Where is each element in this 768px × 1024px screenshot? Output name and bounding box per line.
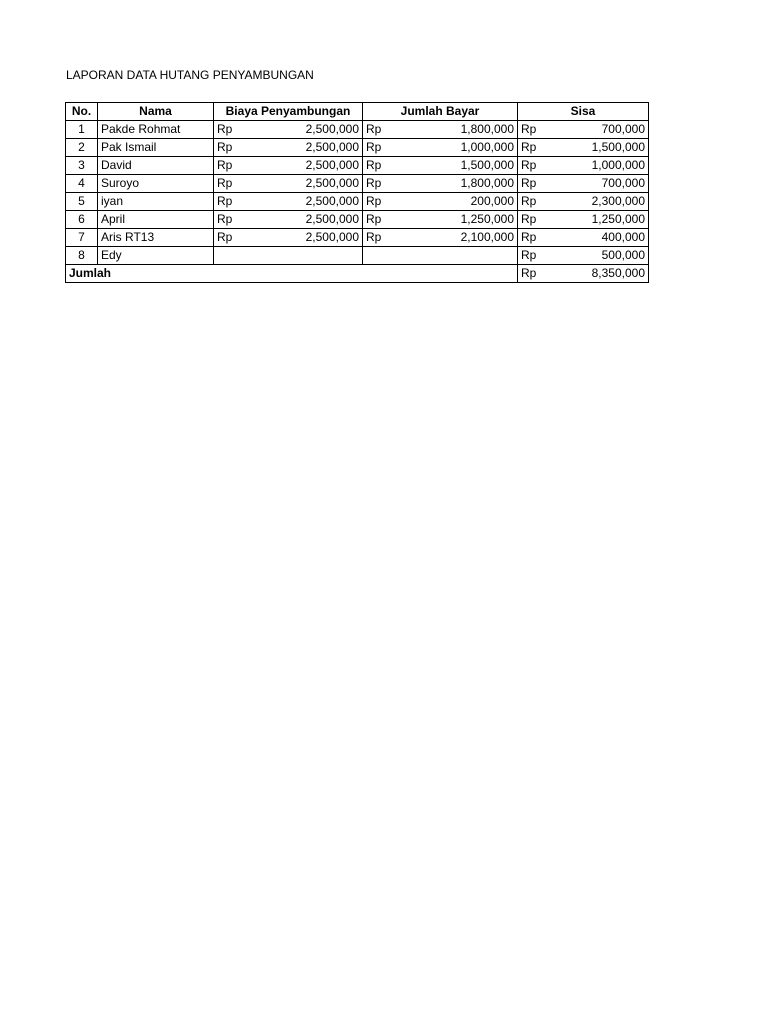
row-biaya-cell <box>214 121 363 139</box>
currency-label: Rp <box>217 122 233 136</box>
row-biaya-cell <box>214 139 363 157</box>
total-label: Jumlah <box>66 265 518 283</box>
table-row <box>66 211 649 229</box>
row-nama: David <box>98 157 214 175</box>
row-biaya-cell <box>214 157 363 175</box>
table-row <box>66 193 649 211</box>
row-no: 2 <box>66 139 98 157</box>
currency-label: Rp <box>217 176 233 190</box>
currency-label: Rp <box>521 176 537 190</box>
row-bayar-cell <box>363 175 518 193</box>
currency-label: Rp <box>366 140 382 154</box>
row-sisa-cell <box>518 211 649 229</box>
currency-label: Rp <box>521 266 537 280</box>
debt-table <box>65 102 649 283</box>
row-bayar-cell <box>363 247 518 265</box>
row-sisa-cell <box>518 247 649 265</box>
row-nama: Pak Ismail <box>98 139 214 157</box>
row-no: 4 <box>66 175 98 193</box>
row-biaya-value: 2,500,000 <box>305 140 359 154</box>
header-bayar: Jumlah Bayar <box>363 103 518 121</box>
row-biaya-cell <box>214 193 363 211</box>
row-biaya-cell <box>214 211 363 229</box>
row-sisa-cell <box>518 193 649 211</box>
row-sisa-value: 700,000 <box>601 176 645 190</box>
currency-label: Rp <box>366 194 382 208</box>
currency-label: Rp <box>366 212 382 226</box>
row-nama: Pakde Rohmat <box>98 121 214 139</box>
row-biaya-value: 2,500,000 <box>305 194 359 208</box>
row-sisa-value: 400,000 <box>601 230 645 244</box>
table-body <box>66 121 649 265</box>
currency-label: Rp <box>217 230 233 244</box>
row-no: 6 <box>66 211 98 229</box>
row-bayar-cell <box>363 139 518 157</box>
currency-label: Rp <box>217 158 233 172</box>
row-biaya-value: 2,500,000 <box>305 230 359 244</box>
table-row <box>66 175 649 193</box>
row-no: 8 <box>66 247 98 265</box>
currency-label: Rp <box>521 230 537 244</box>
row-biaya-cell <box>214 175 363 193</box>
row-sisa-cell <box>518 229 649 247</box>
currency-label: Rp <box>521 140 537 154</box>
row-bayar-cell <box>363 157 518 175</box>
currency-label: Rp <box>366 158 382 172</box>
row-bayar-value: 1,500,000 <box>460 158 514 172</box>
row-sisa-value: 700,000 <box>601 122 645 136</box>
row-sisa-cell <box>518 157 649 175</box>
row-no: 7 <box>66 229 98 247</box>
row-nama: Suroyo <box>98 175 214 193</box>
row-biaya-value: 2,500,000 <box>305 176 359 190</box>
row-nama: Edy <box>98 247 214 265</box>
table-header-row <box>66 103 649 121</box>
table-row <box>66 157 649 175</box>
header-sisa: Sisa <box>518 103 649 121</box>
currency-label: Rp <box>366 230 382 244</box>
row-bayar-value: 1,800,000 <box>460 176 514 190</box>
header-no: No. <box>66 103 98 121</box>
row-no: 1 <box>66 121 98 139</box>
row-bayar-value: 200,000 <box>470 194 514 208</box>
row-biaya-value: 2,500,000 <box>305 212 359 226</box>
row-bayar-value: 1,250,000 <box>460 212 514 226</box>
row-sisa-cell <box>518 139 649 157</box>
row-bayar-value: 1,800,000 <box>460 122 514 136</box>
table-row <box>66 121 649 139</box>
currency-label: Rp <box>217 140 233 154</box>
row-bayar-cell <box>363 121 518 139</box>
row-sisa-value: 500,000 <box>601 248 645 262</box>
row-sisa-cell <box>518 121 649 139</box>
table-row <box>66 247 649 265</box>
currency-label: Rp <box>217 194 233 208</box>
row-biaya-cell <box>214 229 363 247</box>
row-bayar-cell <box>363 229 518 247</box>
row-nama: Aris RT13 <box>98 229 214 247</box>
row-bayar-value: 2,100,000 <box>460 230 514 244</box>
row-sisa-value: 1,250,000 <box>591 212 645 226</box>
row-biaya-cell <box>214 247 363 265</box>
row-sisa-cell <box>518 175 649 193</box>
header-nama: Nama <box>98 103 214 121</box>
total-row <box>66 265 649 283</box>
table-row <box>66 139 649 157</box>
currency-label: Rp <box>521 158 537 172</box>
currency-label: Rp <box>521 212 537 226</box>
row-nama: April <box>98 211 214 229</box>
currency-label: Rp <box>366 122 382 136</box>
currency-label: Rp <box>521 122 537 136</box>
row-sisa-value: 2,300,000 <box>591 194 645 208</box>
row-biaya-value: 2,500,000 <box>305 122 359 136</box>
currency-label: Rp <box>521 194 537 208</box>
currency-label: Rp <box>217 212 233 226</box>
row-no: 5 <box>66 193 98 211</box>
row-sisa-value: 1,000,000 <box>591 158 645 172</box>
currency-label: Rp <box>366 176 382 190</box>
total-sisa-value: 8,350,000 <box>591 266 645 280</box>
row-no: 3 <box>66 157 98 175</box>
row-bayar-value: 1,000,000 <box>460 140 514 154</box>
table-row <box>66 229 649 247</box>
total-sisa-cell <box>518 265 649 283</box>
row-bayar-cell <box>363 211 518 229</box>
row-sisa-value: 1,500,000 <box>591 140 645 154</box>
row-bayar-cell <box>363 193 518 211</box>
report-title: LAPORAN DATA HUTANG PENYAMBUNGAN <box>66 68 314 82</box>
row-biaya-value: 2,500,000 <box>305 158 359 172</box>
header-biaya: Biaya Penyambungan <box>214 103 363 121</box>
row-nama: iyan <box>98 193 214 211</box>
currency-label: Rp <box>521 248 537 262</box>
